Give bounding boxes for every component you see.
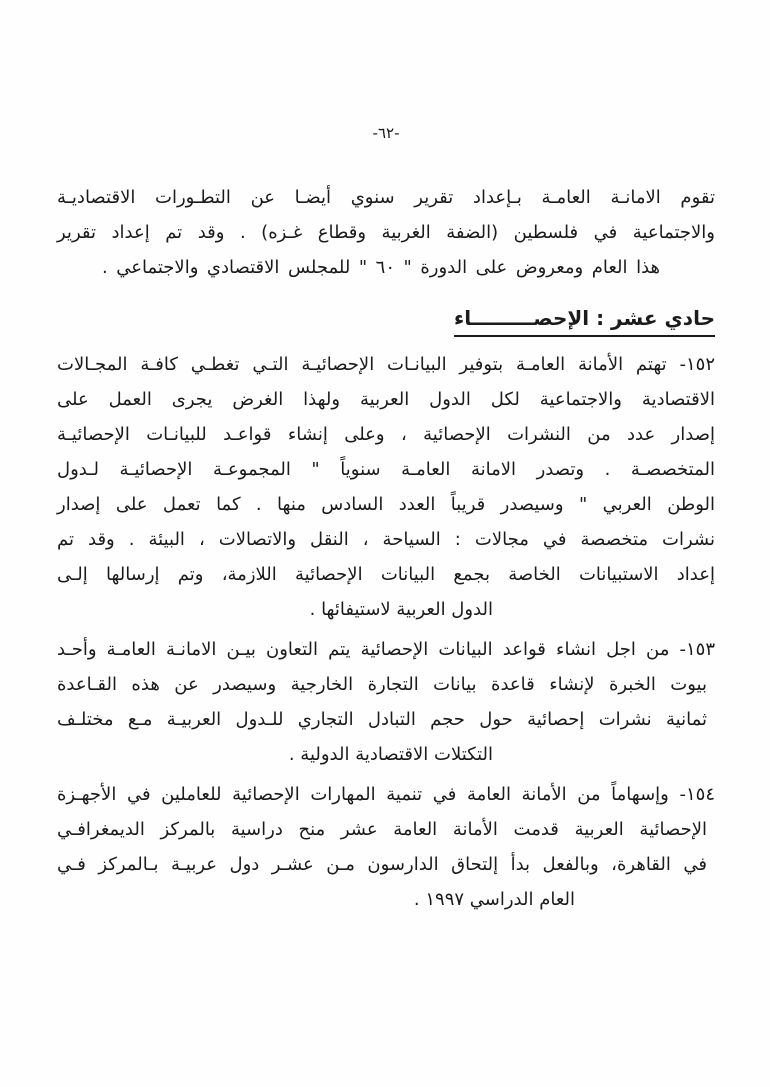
paragraph-line: إعداد الاستبيانات الخاصة بجمع البيانات الإحصائية اللازمة، وتم إرسالها إلـى [57, 564, 715, 585]
paragraph-line: ١٥٣- من اجل انشاء قواعد البيانات الإحصائية يتم التعاون بيـن الامانـة العامـة وأحـد [57, 639, 715, 660]
page-number: -٦٢- [372, 124, 400, 142]
paragraph-line: بيوت الخبرة لإنشاء قاعدة بيانات التجارة الخارجية وسيصدر عن هذه القـاعدة [57, 674, 707, 695]
paragraph-line: نشرات متخصصة في مجالات : السياحة ، النقل والاتصالات ، البيئة . وقد تم [57, 529, 715, 550]
paragraph-line: ثمانية نشرات إحصائية حول حجم التبادل التجاري للـدول العربيـة مـع مختلـف [57, 709, 707, 730]
paragraph-intro [57, 180, 715, 285]
paragraph-line: هذا العام ومعروض على الدورة " ٦٠ " للمجلس الاقتصادي والاجتماعي . [102, 257, 661, 278]
paragraph-154 [57, 777, 715, 917]
paragraph-line: الوطن العربي " وسيصدر قريباً العدد السادس منها . كما تعمل على إصدار [57, 494, 715, 515]
paragraph-line: ١٥٤- وإسهاماً من الأمانة العامة في تنمية المهارات الإحصائية للعاملين في الأجهـزة [57, 784, 715, 805]
paragraph-line: ١٥٢- تهتم الأمانة العامـة بتوفير البيانـات الإحصائيـة التـي تغطـي كافـة المجـالات [57, 354, 715, 375]
paragraph-line: التكتلات الاقتصادية الدولية . [288, 744, 493, 765]
paragraph-line: في القاهرة، وبالفعل بدأ إلتحاق الدارسون مـن عشـر دول عربيـة بـالمركز فـي [57, 854, 707, 875]
paragraph-line: والاجتماعية في فلسطين (الضفة الغربية وقطاع غـزه) . وقد تم إعداد تقرير [57, 222, 715, 243]
paragraph-line: الاقتصادية والاجتماعية لكل الدول العربية ولهذا الغرض يجرى العمل على [57, 389, 715, 410]
section-heading-text: حادي عشر : الإحصـــــــــاء [454, 305, 715, 337]
paragraph-line: الإحصائية العربية قدمت الأمانة العامة عشر منح دراسية بالمركز الديمغرافـي [57, 819, 707, 840]
paragraph-line: الدول العربية لاستيفائها . [309, 599, 493, 620]
paragraph-line: إصدار عدد من النشرات الإحصائية ، وعلى إنشاء قواعـد للبيانـات الإحصائيـة [57, 424, 715, 445]
paragraph-line: تقوم الامانـة العامـة بـإعداد تقرير سنوي أيضـا عن التطـورات الاقتصاديـة [57, 187, 715, 208]
paragraph-line: العام الدراسي ١٩٩٧ . [413, 889, 575, 910]
section-heading [57, 305, 715, 337]
paragraph-152 [57, 347, 715, 627]
paragraph-153 [57, 632, 715, 772]
paragraph-line: المتخصصـة . وتصدر الامانة العامـة سنوياً " المجموعـة الإحصائيـة لـدول [57, 459, 715, 480]
